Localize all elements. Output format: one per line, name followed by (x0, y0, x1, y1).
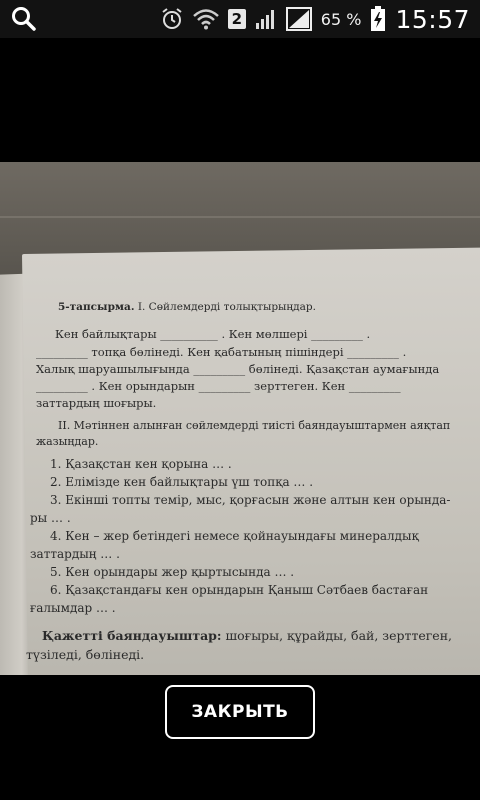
battery-charging-icon (370, 6, 386, 32)
part1-line-2: _________ топқа бөлінеді. Кен қабатының пішіндері _________ . (36, 345, 407, 359)
required-words: шоғыры, құрайды, бай, зерттеген, (221, 628, 453, 643)
task-title: I. Сөйлемдерді толықтырыңдар. (137, 301, 316, 313)
alarm-icon (160, 7, 184, 31)
list-item-4: 4. Кен – жер бетіндегі немесе қойнауындағы минералдық (50, 529, 419, 543)
list-item-4-cont: заттардың … . (30, 547, 120, 561)
part1-line-4: _________ . Кен орындарын _________ зерттеген. Кен _________ (36, 379, 401, 393)
wifi-icon (193, 8, 219, 30)
part1-line-5: заттардың шоғыры. (36, 396, 157, 410)
list-item-6: 6. Қазақстандағы кен орындарын Қаныш Сәтбаев бастаған (50, 583, 429, 597)
task-label: 5-тапсырма. (58, 301, 135, 313)
search-icon (11, 6, 37, 32)
task-heading (58, 301, 316, 313)
list-item-3-cont: ры … . (30, 511, 71, 525)
part2-title-1: II. Мәтіннен алынған сөйлемдерді тиісті баяндауыштармен аяқтап (58, 419, 451, 432)
close-button[interactable]: ЗАКРЫТЬ (165, 685, 315, 739)
list-item-5: 5. Кен орындары жер қыртысында … . (50, 565, 295, 579)
required-words-line-1 (42, 628, 452, 643)
part1-line-1: Кен байлықтары __________ . Кен мөлшері _________ . (55, 327, 371, 341)
part1-line-3: Халық шаруашылығында _________ бөлінеді. Қазақстан аумағында (36, 362, 440, 376)
battery-percent: 65 % (320, 9, 362, 29)
signal-icon-2 (286, 7, 312, 31)
required-words-line-2: түзіледі, бөлінеді. (26, 647, 145, 662)
signal-icon (255, 8, 277, 30)
search-button[interactable] (0, 6, 48, 32)
list-item-1: 1. Қазақстан кен қорына … . (50, 457, 232, 471)
clock: 15:57 (395, 4, 470, 34)
required-label: Қажетті баяндауыштар: (42, 628, 222, 643)
part2-title-2: жазыңдар. (36, 435, 99, 448)
desk-edge (0, 216, 480, 218)
list-item-6-cont: ғалымдар … . (30, 601, 116, 615)
sim-badge: 2 (228, 9, 246, 29)
list-item-3: 3. Екінші топты темір, мыс, қорғасын және алтын кен орында- (50, 493, 451, 507)
list-item-2: 2. Елімізде кен байлықтары үш топқа … . (50, 475, 314, 489)
status-bar (0, 0, 480, 38)
